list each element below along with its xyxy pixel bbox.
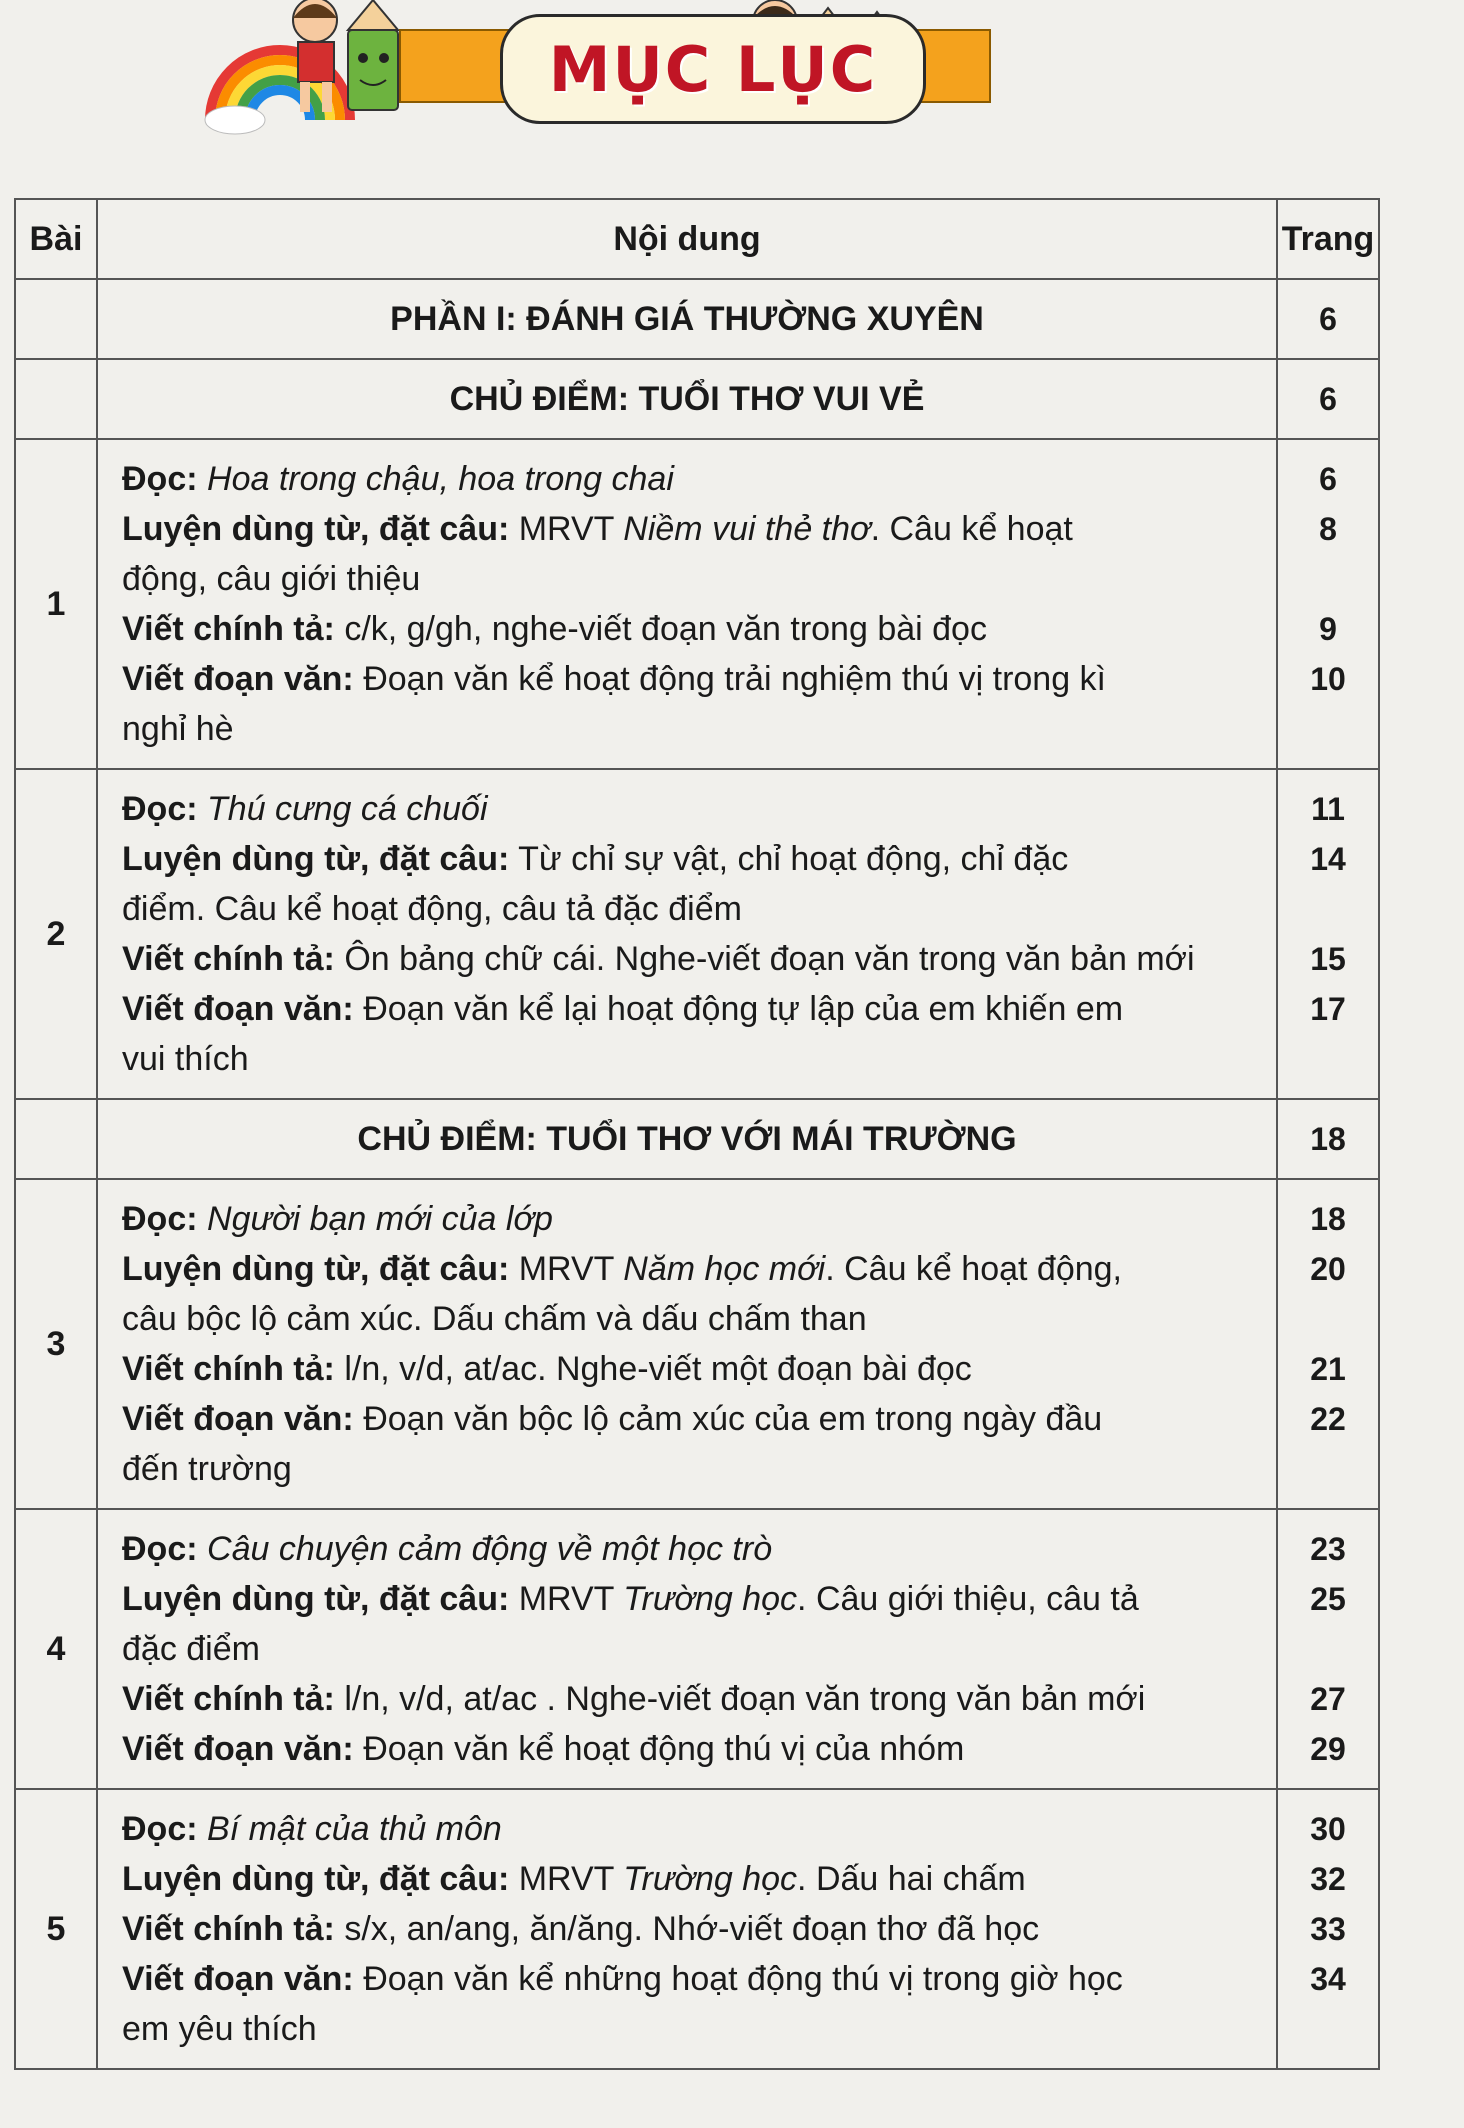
page-number: 14 bbox=[1310, 841, 1346, 877]
page-number: 9 bbox=[1319, 611, 1337, 647]
lesson-line: Luyện dùng từ, đặt câu: Từ chỉ sự vật, chỉ hoạt động, chỉ đặc bbox=[122, 840, 1069, 878]
page-number: 18 bbox=[1310, 1201, 1346, 1237]
lesson-content bbox=[97, 439, 1277, 769]
part1-row bbox=[15, 279, 1379, 359]
page-number bbox=[1278, 884, 1378, 934]
topic1-page: 6 bbox=[1277, 359, 1379, 439]
page-number: 8 bbox=[1319, 511, 1337, 547]
lesson-line: Viết chính tả: l/n, v/d, at/ac. Nghe-viết một đoạn bài đọc bbox=[122, 1350, 972, 1388]
page-number: 20 bbox=[1310, 1251, 1346, 1287]
part1-page: 6 bbox=[1277, 279, 1379, 359]
lesson-line: câu bộc lộ cảm xúc. Dấu chấm và dấu chấm than bbox=[122, 1300, 867, 1338]
lesson-line: Viết chính tả: s/x, an/ang, ăn/ăng. Nhớ-viết đoạn thơ đã học bbox=[122, 1910, 1040, 1948]
lesson-line: Viết chính tả: Ôn bảng chữ cái. Nghe-viết đoạn văn trong văn bản mới bbox=[122, 940, 1195, 978]
lesson-line: Viết đoạn văn: Đoạn văn kể hoạt động thú vị của nhóm bbox=[122, 1730, 965, 1768]
lesson-line: Viết đoạn văn: Đoạn văn kể lại hoạt động tự lập của em khiến em bbox=[122, 990, 1124, 1028]
page-number: 11 bbox=[1311, 791, 1345, 827]
lesson-line: Đọc: Câu chuyện cảm động về một học trò bbox=[122, 1530, 773, 1568]
lesson-number: 2 bbox=[15, 769, 97, 1099]
lesson-pages bbox=[1277, 1509, 1379, 1789]
lesson-line: vui thích bbox=[122, 1040, 249, 1078]
page-number bbox=[1278, 1624, 1378, 1674]
lesson-line: đặc điểm bbox=[122, 1630, 260, 1668]
lesson-number: 5 bbox=[15, 1789, 97, 2069]
lesson-row-2 bbox=[15, 769, 1379, 1099]
lesson-line: Viết chính tả: c/k, g/gh, nghe-viết đoạn văn trong bài đọc bbox=[122, 610, 987, 648]
lesson-line: em yêu thích bbox=[122, 2010, 317, 2048]
lesson-number: 3 bbox=[15, 1179, 97, 1509]
header-trang: Trang bbox=[1277, 199, 1379, 279]
lesson-line: điểm. Câu kể hoạt động, câu tả đặc điểm bbox=[122, 890, 742, 928]
page-number: 6 bbox=[1319, 461, 1337, 497]
lesson-content bbox=[97, 1789, 1277, 2069]
page-number: 21 bbox=[1310, 1351, 1346, 1387]
toc-table bbox=[14, 198, 1380, 2070]
lesson-line: Đọc: Người bạn mới của lớp bbox=[122, 1200, 553, 1238]
page-number bbox=[1278, 554, 1378, 604]
lesson-line: Luyện dùng từ, đặt câu: MRVT Trường học. Dấu hai chấm bbox=[122, 1860, 1026, 1898]
page-number: 27 bbox=[1310, 1681, 1346, 1717]
part1-title: PHẦN I: ĐÁNH GIÁ THƯỜNG XUYÊN bbox=[97, 279, 1277, 359]
lesson-content bbox=[97, 1179, 1277, 1509]
page-number: 15 bbox=[1310, 941, 1346, 977]
lesson-line: Đọc: Bí mật của thủ môn bbox=[122, 1810, 502, 1848]
header-noi-dung: Nội dung bbox=[97, 199, 1277, 279]
lesson-number: 4 bbox=[15, 1509, 97, 1789]
lesson-row-1 bbox=[15, 439, 1379, 769]
lesson-line: Viết chính tả: l/n, v/d, at/ac . Nghe-viết đoạn văn trong văn bản mới bbox=[122, 1680, 1146, 1718]
topic1-row bbox=[15, 359, 1379, 439]
lesson-pages bbox=[1277, 1179, 1379, 1509]
lesson-line: Viết đoạn văn: Đoạn văn bộc lộ cảm xúc của em trong ngày đầu bbox=[122, 1400, 1103, 1438]
lesson-line: Viết đoạn văn: Đoạn văn kể hoạt động trải nghiệm thú vị trong kì bbox=[122, 660, 1107, 698]
lesson-row-3 bbox=[15, 1179, 1379, 1509]
page-number: 30 bbox=[1310, 1811, 1346, 1847]
header-bai: Bài bbox=[15, 199, 97, 279]
green-pencil-icon bbox=[348, 0, 398, 110]
page-number bbox=[1278, 1294, 1378, 1344]
page-number: 33 bbox=[1310, 1911, 1346, 1947]
topic1-title: CHỦ ĐIỂM: TUỔI THƠ VUI VẺ bbox=[97, 359, 1277, 439]
page-header bbox=[200, 0, 1200, 140]
lesson-line: đến trường bbox=[122, 1450, 292, 1488]
lesson-row-4 bbox=[15, 1509, 1379, 1789]
lesson-pages bbox=[1277, 439, 1379, 769]
page-title: MỤC LỤC bbox=[548, 32, 878, 106]
lesson-line: Đọc: Hoa trong chậu, hoa trong chai bbox=[122, 460, 674, 498]
page-number: 34 bbox=[1310, 1961, 1346, 1997]
lesson-line: Luyện dùng từ, đặt câu: MRVT Trường học. Câu giới thiệu, câu tả bbox=[122, 1580, 1139, 1618]
lesson-line: Đọc: Thú cưng cá chuối bbox=[122, 790, 488, 828]
lesson-row-5 bbox=[15, 1789, 1379, 2069]
lesson-content bbox=[97, 1509, 1277, 1789]
lesson-line: Viết đoạn văn: Đoạn văn kể những hoạt động thú vị trong giờ học bbox=[122, 1960, 1123, 1998]
page-number: 29 bbox=[1310, 1731, 1346, 1767]
page-number: 10 bbox=[1310, 661, 1346, 697]
topic2-page: 18 bbox=[1277, 1099, 1379, 1179]
lesson-pages bbox=[1277, 769, 1379, 1099]
lesson-content bbox=[97, 769, 1277, 1099]
lesson-pages bbox=[1277, 1789, 1379, 2069]
page-number: 23 bbox=[1310, 1531, 1346, 1567]
title-box bbox=[500, 14, 926, 124]
lesson-line: nghỉ hè bbox=[122, 710, 234, 748]
page-number: 25 bbox=[1310, 1581, 1346, 1617]
lesson-line: Luyện dùng từ, đặt câu: MRVT Năm học mới. Câu kể hoạt động, bbox=[122, 1250, 1122, 1288]
lesson-number: 1 bbox=[15, 439, 97, 769]
topic2-row bbox=[15, 1099, 1379, 1179]
topic2-title: CHỦ ĐIỂM: TUỔI THƠ VỚI MÁI TRƯỜNG bbox=[97, 1099, 1277, 1179]
lesson-line: động, câu giới thiệu bbox=[122, 560, 421, 598]
table-header-row bbox=[15, 199, 1379, 279]
page-number: 17 bbox=[1310, 991, 1346, 1027]
page-number: 32 bbox=[1310, 1861, 1346, 1897]
page-number: 22 bbox=[1310, 1401, 1346, 1437]
lesson-line: Luyện dùng từ, đặt câu: MRVT Niềm vui thẻ thơ. Câu kể hoạt bbox=[122, 510, 1073, 548]
